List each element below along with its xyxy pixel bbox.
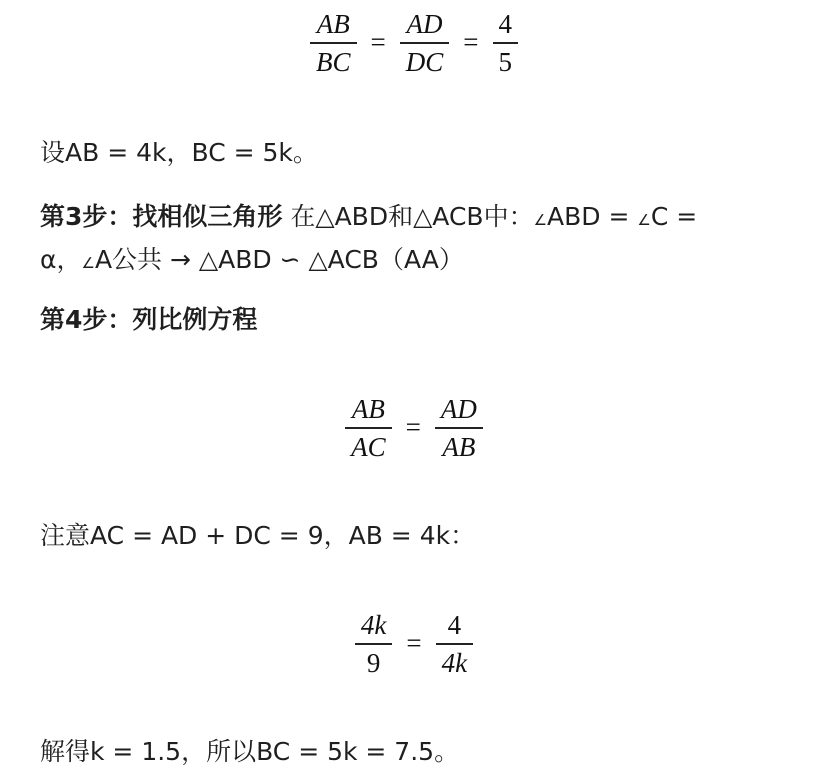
step3-heading: 第3步：找相似三角形 bbox=[40, 202, 283, 231]
formula-ratio-ab-bc bbox=[0, 6, 828, 80]
equals-sign: = bbox=[406, 628, 422, 659]
fraction-ad-over-dc bbox=[400, 6, 450, 80]
fraction-ab-over-bc bbox=[310, 6, 357, 80]
fraction-4-over-5 bbox=[493, 6, 519, 80]
angle-symbol: ∠ bbox=[533, 211, 548, 229]
step3-text-b: ABD = bbox=[547, 202, 638, 231]
numerator: AB bbox=[351, 394, 385, 424]
denominator: AB bbox=[442, 431, 476, 462]
text-note-ac: 注意AC = AD + DC = 9，AB = 4k： bbox=[40, 521, 476, 550]
numerator: AB bbox=[316, 9, 350, 39]
step3-text-e: A公共 → △ABD ∽ △ACB（AA） bbox=[94, 245, 464, 274]
fraction-4-over-4k bbox=[436, 607, 473, 681]
step3-text-a: 在△ABD和△ACB中： bbox=[282, 202, 534, 231]
step3-text-c: C = bbox=[650, 202, 698, 231]
numerator: 4 bbox=[447, 610, 462, 640]
equals-sign: = bbox=[405, 412, 421, 443]
fraction-ad-over-ab bbox=[435, 391, 483, 465]
denominator: 5 bbox=[498, 46, 512, 77]
step4-heading: 第4步：列比例方程 bbox=[40, 305, 258, 334]
fraction-ab-over-ac bbox=[345, 391, 392, 465]
step3-paragraph bbox=[40, 197, 800, 283]
denominator: 4k bbox=[441, 647, 468, 678]
numerator: 4 bbox=[498, 9, 512, 39]
denominator: DC bbox=[405, 46, 444, 77]
text-set-variables: 设AB = 4k，BC = 5k。 bbox=[40, 138, 318, 167]
denominator: AC bbox=[351, 431, 386, 462]
numerator: AD bbox=[406, 9, 443, 39]
step3-text-d: α， bbox=[40, 245, 82, 274]
numerator: AD bbox=[440, 394, 477, 424]
equals-sign: = bbox=[370, 27, 386, 58]
angle-symbol: ∠ bbox=[81, 254, 95, 272]
formula-substituted bbox=[0, 607, 828, 681]
fraction-4k-over-9 bbox=[355, 607, 392, 681]
denominator: 9 bbox=[366, 647, 381, 678]
denominator: BC bbox=[316, 46, 351, 77]
formula-proportion bbox=[0, 391, 828, 465]
text-solution: 解得k = 1.5，所以BC = 5k = 7.5。 bbox=[40, 737, 460, 766]
equals-sign: = bbox=[463, 27, 479, 58]
numerator: 4k bbox=[360, 610, 387, 640]
angle-symbol: ∠ bbox=[637, 211, 651, 229]
